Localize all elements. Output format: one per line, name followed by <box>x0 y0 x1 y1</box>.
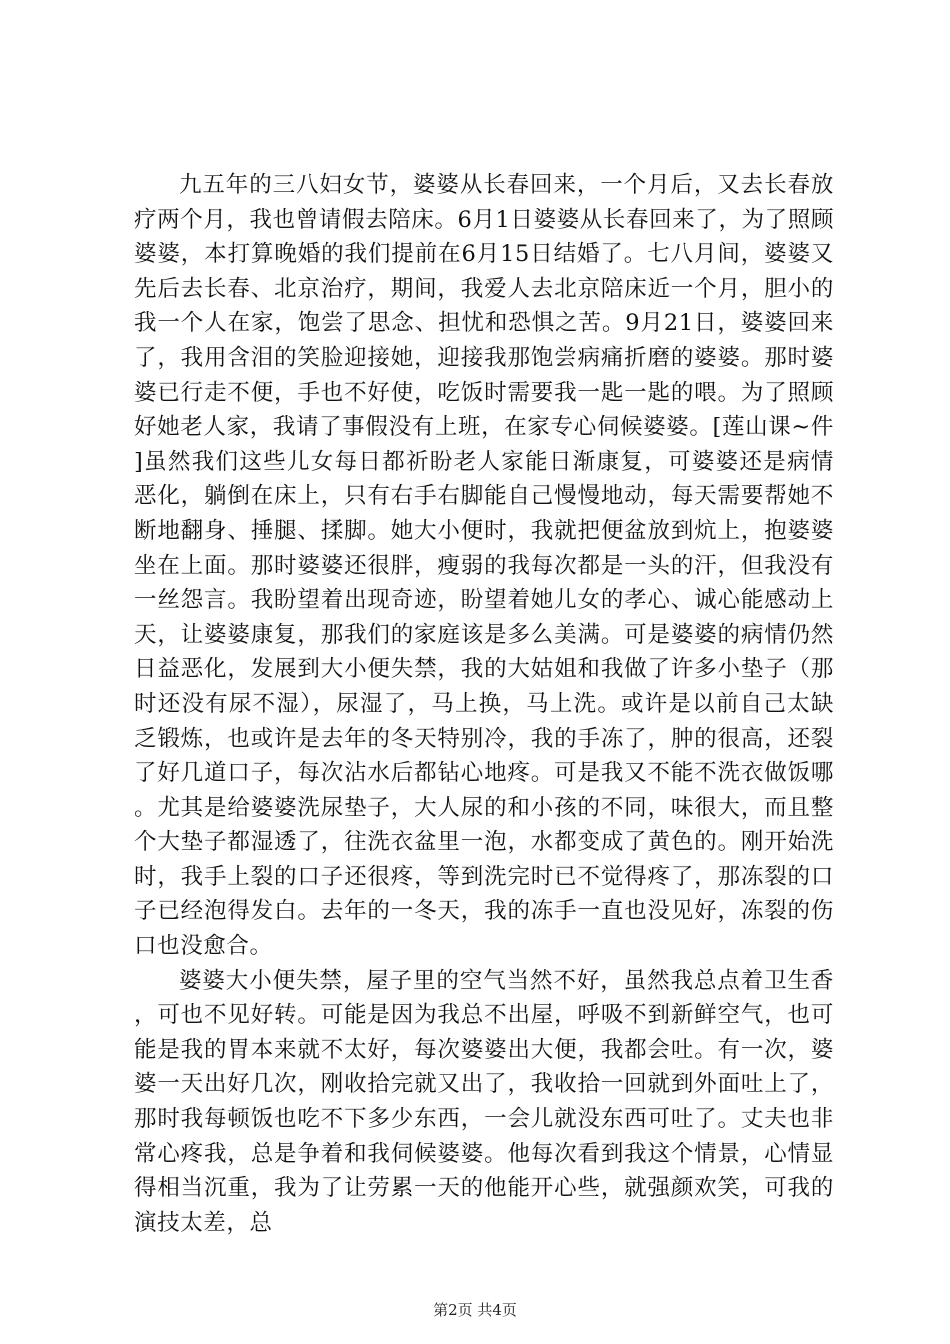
body-text <box>134 168 834 1240</box>
page-number-footer: 第2页 共4页 <box>433 1301 517 1319</box>
paragraph-2: 婆婆大小便失禁，屋子里的空气当然不好，虽然我总点着卫生香，可也不见好转。可能是因为我总不出屋，呼吸不到新鲜空气，也可能是我的胃本来就不太好，每次婆婆出大便，我都会吐。有一次，婆婆一天出好几次，刚收拾完就又出了，我收拾一回就到外面吐上了，那时我每顿饭也吃不下多少东西，一会儿就没东西可吐了。丈夫也非常心疼我，总是争着和我伺候婆婆。他每次看到我这个情景，心情显得相当沉重，我为了让劳累一天的他能开心些，就强颜欢笑，可我的演技太差，总 <box>134 967 834 1236</box>
paragraph-1: 九五年的三八妇女节，婆婆从长春回来，一个月后，又去长春放疗两个月，我也曾请假去陪床。6月1日婆婆从长春回来了，为了照顾婆婆，本打算晚婚的我们提前在6月15日结婚了。七八月间，婆婆又先后去长春、北京治疗，期间，我爱人去北京陪床近一个月，胆小的我一个人在家，饱尝了思念、担忧和恐惧之苦。9月21日，婆婆回来了，我用含泪的笑脸迎接她，迎接我那饱尝病痛折磨的婆婆。那时婆婆已行走不便，手也不好使，吃饭时需要我一匙一匙的喂。为了照顾好她老人家，我请了事假没有上班，在家专心伺候婆婆。[莲山课~件]虽然我们这些儿女每日都祈盼老人家能日渐康复，可婆婆还是病情恶化，躺倒在床上，只有右手右脚能自己慢慢地动，每天需要帮她不断地翻身、捶腿、揉脚。她大小便时，我就把便盆放到炕上，抱婆婆坐在上面。那时婆婆还很胖，瘦弱的我每次都是一头的汗，但我没有一丝怨言。我盼望着出现奇迹，盼望着她儿女的孝心、诚心能感动上天，让婆婆康复，那我们的家庭该是多么美满。可是婆婆的病情仍然日益恶化，发展到大小便失禁，我的大姑姐和我做了许多小垫子（那时还没有尿不湿），尿湿了，马上换，马上洗。或许是以前自己太缺乏锻炼，也或许是去年的冬天特别冷，我的手冻了，肿的很高，还裂了好几道口子，每次沾水后都钻心地疼。可是我又不能不洗衣做饭哪。尤其是给婆婆洗尿垫子，大人尿的和小孩的不同，味很大，而且整个大垫子都湿透了，往洗衣盆里一泡，水都变成了黄色的。刚开始洗时，我手上裂的口子还很疼，等到洗完时已不觉得疼了，那冻裂的口子已经泡得发白。去年的一冬天，我的冻手一直也没见好，冻裂的伤口也没愈合。 <box>134 172 834 960</box>
